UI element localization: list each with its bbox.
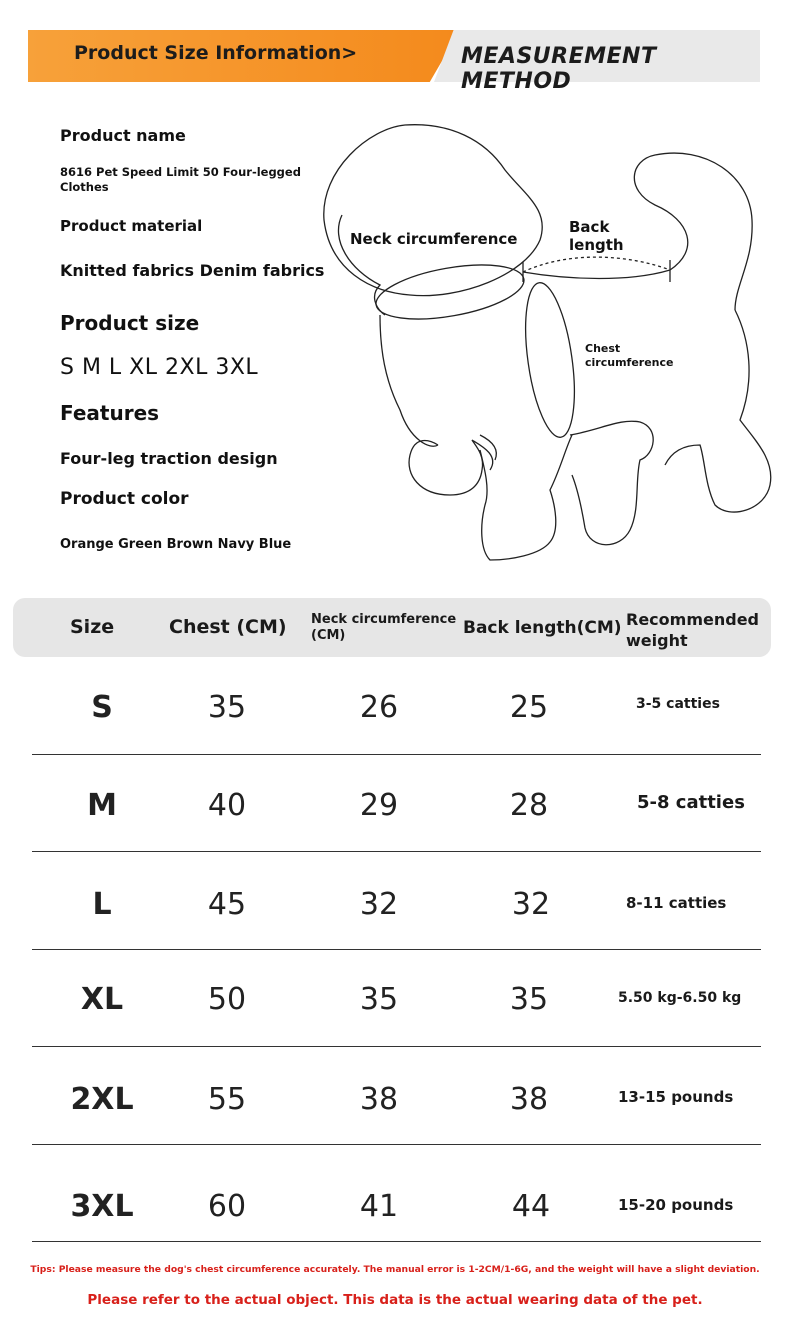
row-chest: 50 [207, 982, 247, 1017]
product-color-value: Orange Green Brown Navy Blue [60, 537, 292, 552]
tips-line-1: Tips: Please measure the dog's chest circumference accurately. The manual error is 1-2CM/1-6G, and the weight will have a slight deviation. [30, 1264, 760, 1275]
back-length-dashes [523, 257, 670, 272]
row-chest: 55 [207, 1082, 247, 1117]
neck-circumference-label: Neck circumference [350, 230, 518, 248]
row-back: 28 [509, 788, 549, 823]
row-neck: 38 [359, 1082, 399, 1117]
dog-front-chest-outline [380, 315, 438, 446]
row-neck: 35 [359, 982, 399, 1017]
product-material-value: Knitted fabrics Denim fabrics [60, 261, 325, 280]
row-weight: 8-11 catties [626, 894, 727, 912]
features-value: Four-leg traction design [60, 449, 278, 468]
header-back: Back length(CM) [463, 618, 622, 638]
row-size: M [87, 788, 117, 823]
dog-front-leg-right [480, 435, 572, 560]
row-divider [32, 1144, 761, 1145]
row-size: 3XL [70, 1189, 134, 1224]
dog-rear-body-outline [665, 310, 771, 512]
measurement-method-title: MEASUREMENT METHOD [461, 44, 657, 94]
row-neck: 26 [359, 690, 399, 725]
row-divider [32, 1046, 761, 1047]
header-chest: Chest (CM) [169, 616, 287, 638]
chest-circumference-label-2: circumference [585, 356, 674, 369]
dog-belly-outline [570, 421, 653, 545]
header-weight: Recommended weight [626, 610, 759, 650]
row-divider [32, 851, 761, 852]
chest-circumference-label-1: Chest [585, 342, 621, 355]
row-weight: 15-20 pounds [618, 1196, 734, 1214]
product-name-label: Product name [60, 126, 186, 145]
row-chest: 60 [207, 1189, 247, 1224]
product-material-label: Product material [60, 217, 203, 235]
header-banner [28, 30, 760, 94]
row-size: XL [80, 982, 124, 1017]
product-name-value: 8616 Pet Speed Limit 50 Four-legged Clothes [60, 165, 301, 194]
row-divider [32, 754, 761, 755]
row-chest: 35 [207, 690, 247, 725]
header-size: Size [70, 616, 115, 638]
back-length-label-2: length [569, 236, 624, 254]
tips-line-2: Please refer to the actual object. This data is the actual wearing data of the pet. [87, 1292, 703, 1308]
row-weight: 13-15 pounds [618, 1088, 734, 1106]
row-neck: 41 [359, 1189, 399, 1224]
product-color-label: Product color [60, 489, 189, 509]
row-size: 2XL [70, 1082, 134, 1117]
dog-front-leg-left [409, 440, 493, 495]
row-weight: 5.50 kg-6.50 kg [618, 990, 742, 1006]
row-back: 32 [511, 887, 551, 922]
product-size-label: Product size [60, 311, 200, 335]
features-label: Features [60, 401, 160, 425]
row-chest: 40 [207, 788, 247, 823]
row-size: S [91, 690, 113, 725]
row-divider [32, 949, 761, 950]
row-back: 35 [509, 982, 549, 1017]
header-neck: Neck circumference (CM) [311, 612, 457, 643]
row-chest: 45 [207, 887, 247, 922]
row-weight: 3-5 catties [636, 696, 720, 712]
row-neck: 29 [359, 788, 399, 823]
chest-ellipse [517, 280, 582, 441]
row-back: 38 [509, 1082, 549, 1117]
row-back: 25 [509, 690, 549, 725]
row-back: 44 [511, 1189, 551, 1224]
row-weight: 5-8 catties [637, 792, 745, 813]
back-length-label-1: Back [569, 218, 610, 236]
neck-ellipse [372, 255, 528, 328]
row-size: L [92, 887, 112, 922]
dog-head-outline [324, 125, 543, 296]
dog-measurement-diagram [310, 110, 780, 580]
dog-back-outline [523, 270, 670, 279]
product-size-info-title: Product Size Information> [74, 42, 358, 64]
dog-tail-outline [634, 153, 752, 310]
row-divider [32, 1241, 761, 1242]
row-neck: 32 [359, 887, 399, 922]
product-size-value: S M L XL 2XL 3XL [60, 355, 259, 380]
